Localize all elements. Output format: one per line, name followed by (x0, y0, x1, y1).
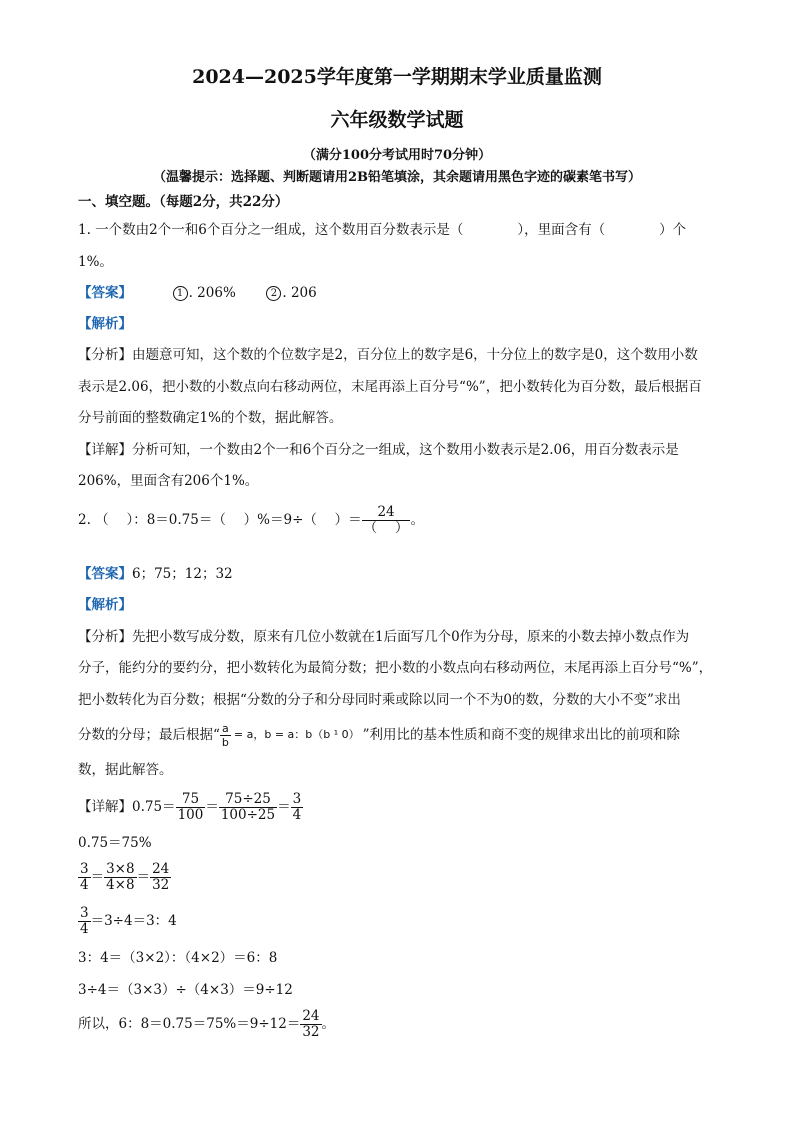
answer-label: 【答案】 (78, 566, 132, 582)
circled-number-1: 1 (173, 286, 188, 301)
fenxi-text: 由题意可知，这个数的个位数字是2，百分位上的数字是6，十分位上的数字是0，这个数用小数 (132, 347, 698, 363)
denominator: 32 (152, 876, 170, 893)
q1-analysis-label: 【解析】 (78, 316, 132, 332)
q2-analysis-label: 【解析】 (78, 597, 132, 613)
numerator: 3 (292, 790, 302, 807)
fraction (219, 792, 277, 823)
fraction-denominator: （ ） (363, 520, 409, 536)
rule-text: = a，b = a：b（b ¹ 0） (233, 728, 360, 741)
q1-detail-line2: 206%，里面含有206个1%。 (78, 473, 259, 489)
fraction (78, 906, 91, 937)
fenxi-text: 分数的分母；最后根据“ (78, 727, 220, 743)
q2-detail-step5: 3：4＝（3×2）：（4×2）＝6：8 (78, 950, 278, 966)
denominator: 4 (80, 920, 89, 937)
q1-text-line2: 1%。 (78, 254, 113, 270)
denominator: 100 (177, 806, 204, 823)
q2-fenxi-line3: 把小数转化为百分数；根据“分数的分子和分母同时乘或除以同一个不为0的数，分数的大小不变”求出 (78, 692, 681, 708)
q2-fenxi-line2: 分子，能约分的要约分，把小数转化为最简分数；把小数的小数点向右移动两位，末尾再添上百分号“%”， (78, 660, 713, 676)
step-text: 所以，6：8＝0.75＝75%＝9÷12＝ (78, 1016, 301, 1032)
circled-number-2: 2 (266, 286, 281, 301)
fenxi-label: 【分析】 (78, 347, 132, 363)
q1-detail-line1 (78, 440, 679, 460)
fenxi-text: 先把小数写成分数，原来有几位小数就在1后面写几个0作为分母，原来的小数去掉小数点作为 (132, 629, 690, 645)
rule-numerator: a (222, 721, 229, 735)
exam-tip: （温馨提示：选择题、判断题请用2B铅笔填涂，其余题请用黑色字迹的碳素笔书写） (152, 170, 642, 185)
q1-fenxi-line2: 表示是2.06，把小数的小数点向右移动两位，末尾再添上百分号“%”，把小数转化为百分数，最后根据百 (78, 379, 702, 395)
q1-answer (78, 283, 317, 303)
q2-question-end: 。 (410, 512, 424, 528)
numerator: 3 (80, 904, 89, 921)
fraction (78, 862, 91, 893)
q2-detail-step2: 0.75＝75% (78, 835, 152, 851)
fenxi-text: ”利用比的基本性质和商不变的规律求出比的前项和除 (362, 727, 681, 743)
numerator: 75÷25 (225, 790, 271, 807)
equals-sign: ＝ (205, 799, 219, 815)
answer-value: 6；75；12；32 (132, 566, 233, 582)
exam-title: 2024—2025学年度第一学期期末学业质量监测 (192, 66, 602, 88)
answer-value-2: . 206 (282, 285, 317, 301)
step-text: ＝3÷4＝3：4 (90, 913, 177, 929)
denominator: 4 (80, 876, 89, 893)
q2-detail-step1 (78, 786, 303, 828)
answer-value-1: . 206% (188, 285, 236, 301)
denominator: 4 (292, 806, 302, 823)
q2-answer (78, 564, 233, 584)
q2-fenxi-line4 (78, 718, 680, 752)
q2-question (78, 505, 424, 536)
exam-meta: （满分100分考试用时70分钟） (302, 148, 492, 163)
q1-fenxi-line1 (78, 345, 698, 365)
q2-fenxi-line1 (78, 627, 689, 647)
q1-text-line1: 1. 一个数由2个一和6个百分之一组成，这个数用百分数表示是（ ），里面含有（ ）个 (78, 222, 687, 238)
equals-sign: ＝ (90, 869, 105, 885)
q2-fenxi-line5: 数，据此解答。 (78, 762, 173, 778)
q2-question-text: 2. （ ）：8＝0.75＝（ ）%＝9÷（ ）＝ (78, 512, 362, 528)
q1-fenxi-line3: 分号前面的整数确定1%的个数，据此解答。 (78, 410, 343, 426)
fraction-numerator: 24 (377, 504, 395, 520)
fraction (300, 1009, 321, 1040)
q2-detail-step3 (78, 856, 171, 898)
fraction (150, 862, 171, 893)
detail-label: 【详解】 (78, 442, 132, 458)
fenxi-label: 【分析】 (78, 629, 132, 645)
denominator: 100÷25 (220, 806, 276, 823)
fraction (291, 792, 304, 823)
q2-detail-step6: 3÷4＝（3×3）÷（4×3）＝9÷12 (78, 982, 293, 998)
section-heading: 一、填空题。（每题2分，共22分） (78, 194, 289, 210)
q2-fraction (362, 505, 411, 536)
q2-conclusion (78, 1003, 335, 1045)
numerator: 3×8 (106, 860, 135, 877)
detail-label: 【详解】 (78, 799, 132, 815)
detail-text: 分析可知，一个数由2个一和6个百分之一组成，这个数用小数表示是2.06，用百分数表示是 (132, 442, 679, 458)
step-text: 0.75＝ (132, 799, 176, 815)
numerator: 75 (181, 790, 200, 807)
equals-sign: ＝ (136, 869, 151, 885)
numerator: 24 (302, 1007, 320, 1024)
answer-label: 【答案】 (78, 285, 132, 301)
q2-detail-step4 (78, 900, 177, 942)
denominator: 4×8 (106, 876, 135, 893)
fraction (176, 792, 206, 823)
denominator: 32 (302, 1023, 320, 1040)
step-text: 。 (321, 1016, 336, 1032)
rule-denominator: b (221, 735, 229, 749)
grade-subtitle: 六年级数学试题 (330, 109, 464, 131)
rule-fraction (220, 722, 231, 749)
numerator: 24 (152, 860, 170, 877)
numerator: 3 (80, 860, 89, 877)
equals-sign: ＝ (277, 799, 291, 815)
fraction (104, 862, 137, 893)
